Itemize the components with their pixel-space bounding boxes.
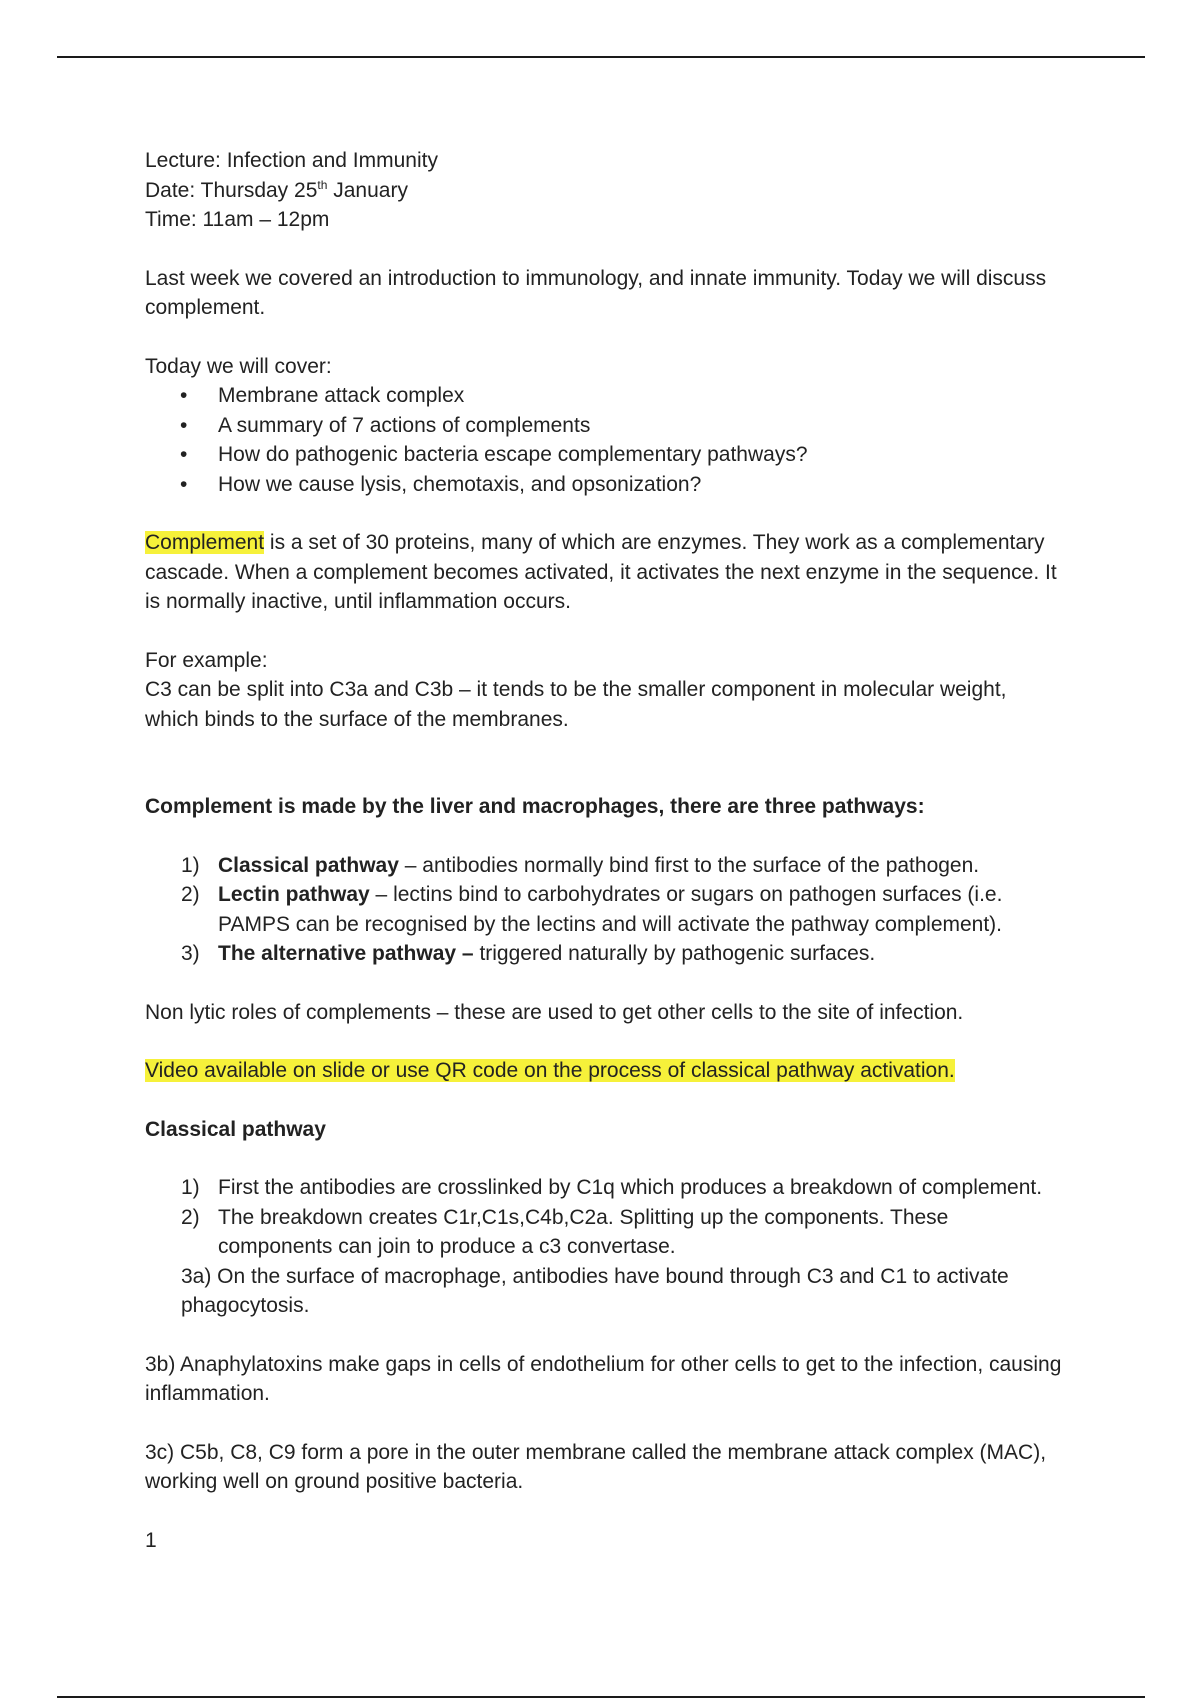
video-note [145,1056,1065,1086]
step-3c: 3c) C5b, C8, C9 form a pore in the outer membrane called the membrane attack complex (MAC), working well on ground positive bacteria. [145,1440,1047,1493]
list-item: • A summary of 7 actions of complements [145,411,1065,441]
pathways-heading: Complement is made by the liver and macrophages, there are three pathways: [145,795,925,818]
complement-definition-text: is a set of 30 proteins, many of which are enzymes. They work as a complementary cascade. When a complement becomes activated, it activates the next enzyme in the sequence. It is normally inactive, until inflammation occurs. [145,531,1057,613]
pathway-title: The alternative pathway – [218,942,474,965]
header-rule [57,56,1145,58]
list-item: • How we cause lysis, chemotaxis, and opsonization? [145,470,1065,500]
step-text: First the antibodies are crosslinked by C1q which produces a breakdown of complement. [218,1176,1043,1199]
document-page [145,146,1065,1555]
item-number: 3) [181,942,200,965]
list-item [145,880,1065,939]
video-note-highlight: Video available on slide or use QR code on the process of classical pathway activation. [145,1059,955,1082]
example-heading: For example: [145,648,268,672]
pathways-list [145,851,1065,969]
non-lytic-paragraph: Non lytic roles of complements – these are used to get other cells to the site of infection. [145,1000,964,1024]
pathway-separator: – [398,853,423,877]
date-suffix: January [327,178,408,202]
list-item: • Membrane attack complex [145,381,1065,411]
pathway-title: Classical pathway [218,853,399,877]
complement-term-highlight: Complement [145,531,265,554]
lecture-title: Lecture: Infection and Immunity [145,149,438,172]
lecture-date [145,176,1065,206]
list-item [145,1203,1065,1262]
item-number: 2) [181,1205,200,1229]
item-number: 1) [181,853,200,877]
classical-heading: Classical pathway [145,1117,326,1141]
step-3b: 3b) Anaphylatoxins make gaps in cells of endothelium for other cells to get to the infection, causing inflammation. [145,1352,1062,1405]
list-item [145,1173,1065,1203]
footer-rule [57,1696,1145,1698]
pathway-text: antibodies normally bind first to the surface of the pathogen. [422,853,980,877]
classical-list [145,1173,1065,1262]
item-number: 1) [181,1176,200,1199]
pathway-text: triggered naturally by pathogenic surfaces. [479,942,876,965]
date-superscript: th [317,177,328,192]
list-item [145,851,1065,881]
item-number: 2) [181,883,200,906]
page-number: 1 [145,1528,157,1552]
list-item [145,939,1065,969]
pathway-title: Lectin pathway [218,883,370,906]
example-text: C3 can be split into C3a and C3b – it tends to be the smaller component in molecular weight, which binds to the surface of the membranes. [145,678,1007,731]
step-text: The breakdown creates C1r,C1s,C4b,C2a. Splitting up the components. These components can join to produce a c3 convertase. [218,1205,949,1258]
lecture-time: Time: 11am – 12pm [145,208,330,231]
intro-paragraph: Last week we covered an introduction to immunology, and innate immunity. Today we will discuss complement. [145,266,1047,319]
cover-heading: Today we will cover: [145,354,332,378]
cover-list [145,381,1065,499]
step-3a: 3a) On the surface of macrophage, antibodies have bound through C3 and C1 to activate phagocytosis. [181,1264,1009,1317]
date-prefix: Date: Thursday 25 [145,178,318,202]
pathway-separator: – [369,883,394,906]
pathway-text: lectins bind to carbohydrates or sugars on pathogen surfaces (i.e. PAMPS can be recognised by the lectins and will activate the pathway complement). [218,883,1003,936]
complement-definition [145,528,1065,617]
list-item: • How do pathogenic bacteria escape complementary pathways? [145,440,1065,470]
